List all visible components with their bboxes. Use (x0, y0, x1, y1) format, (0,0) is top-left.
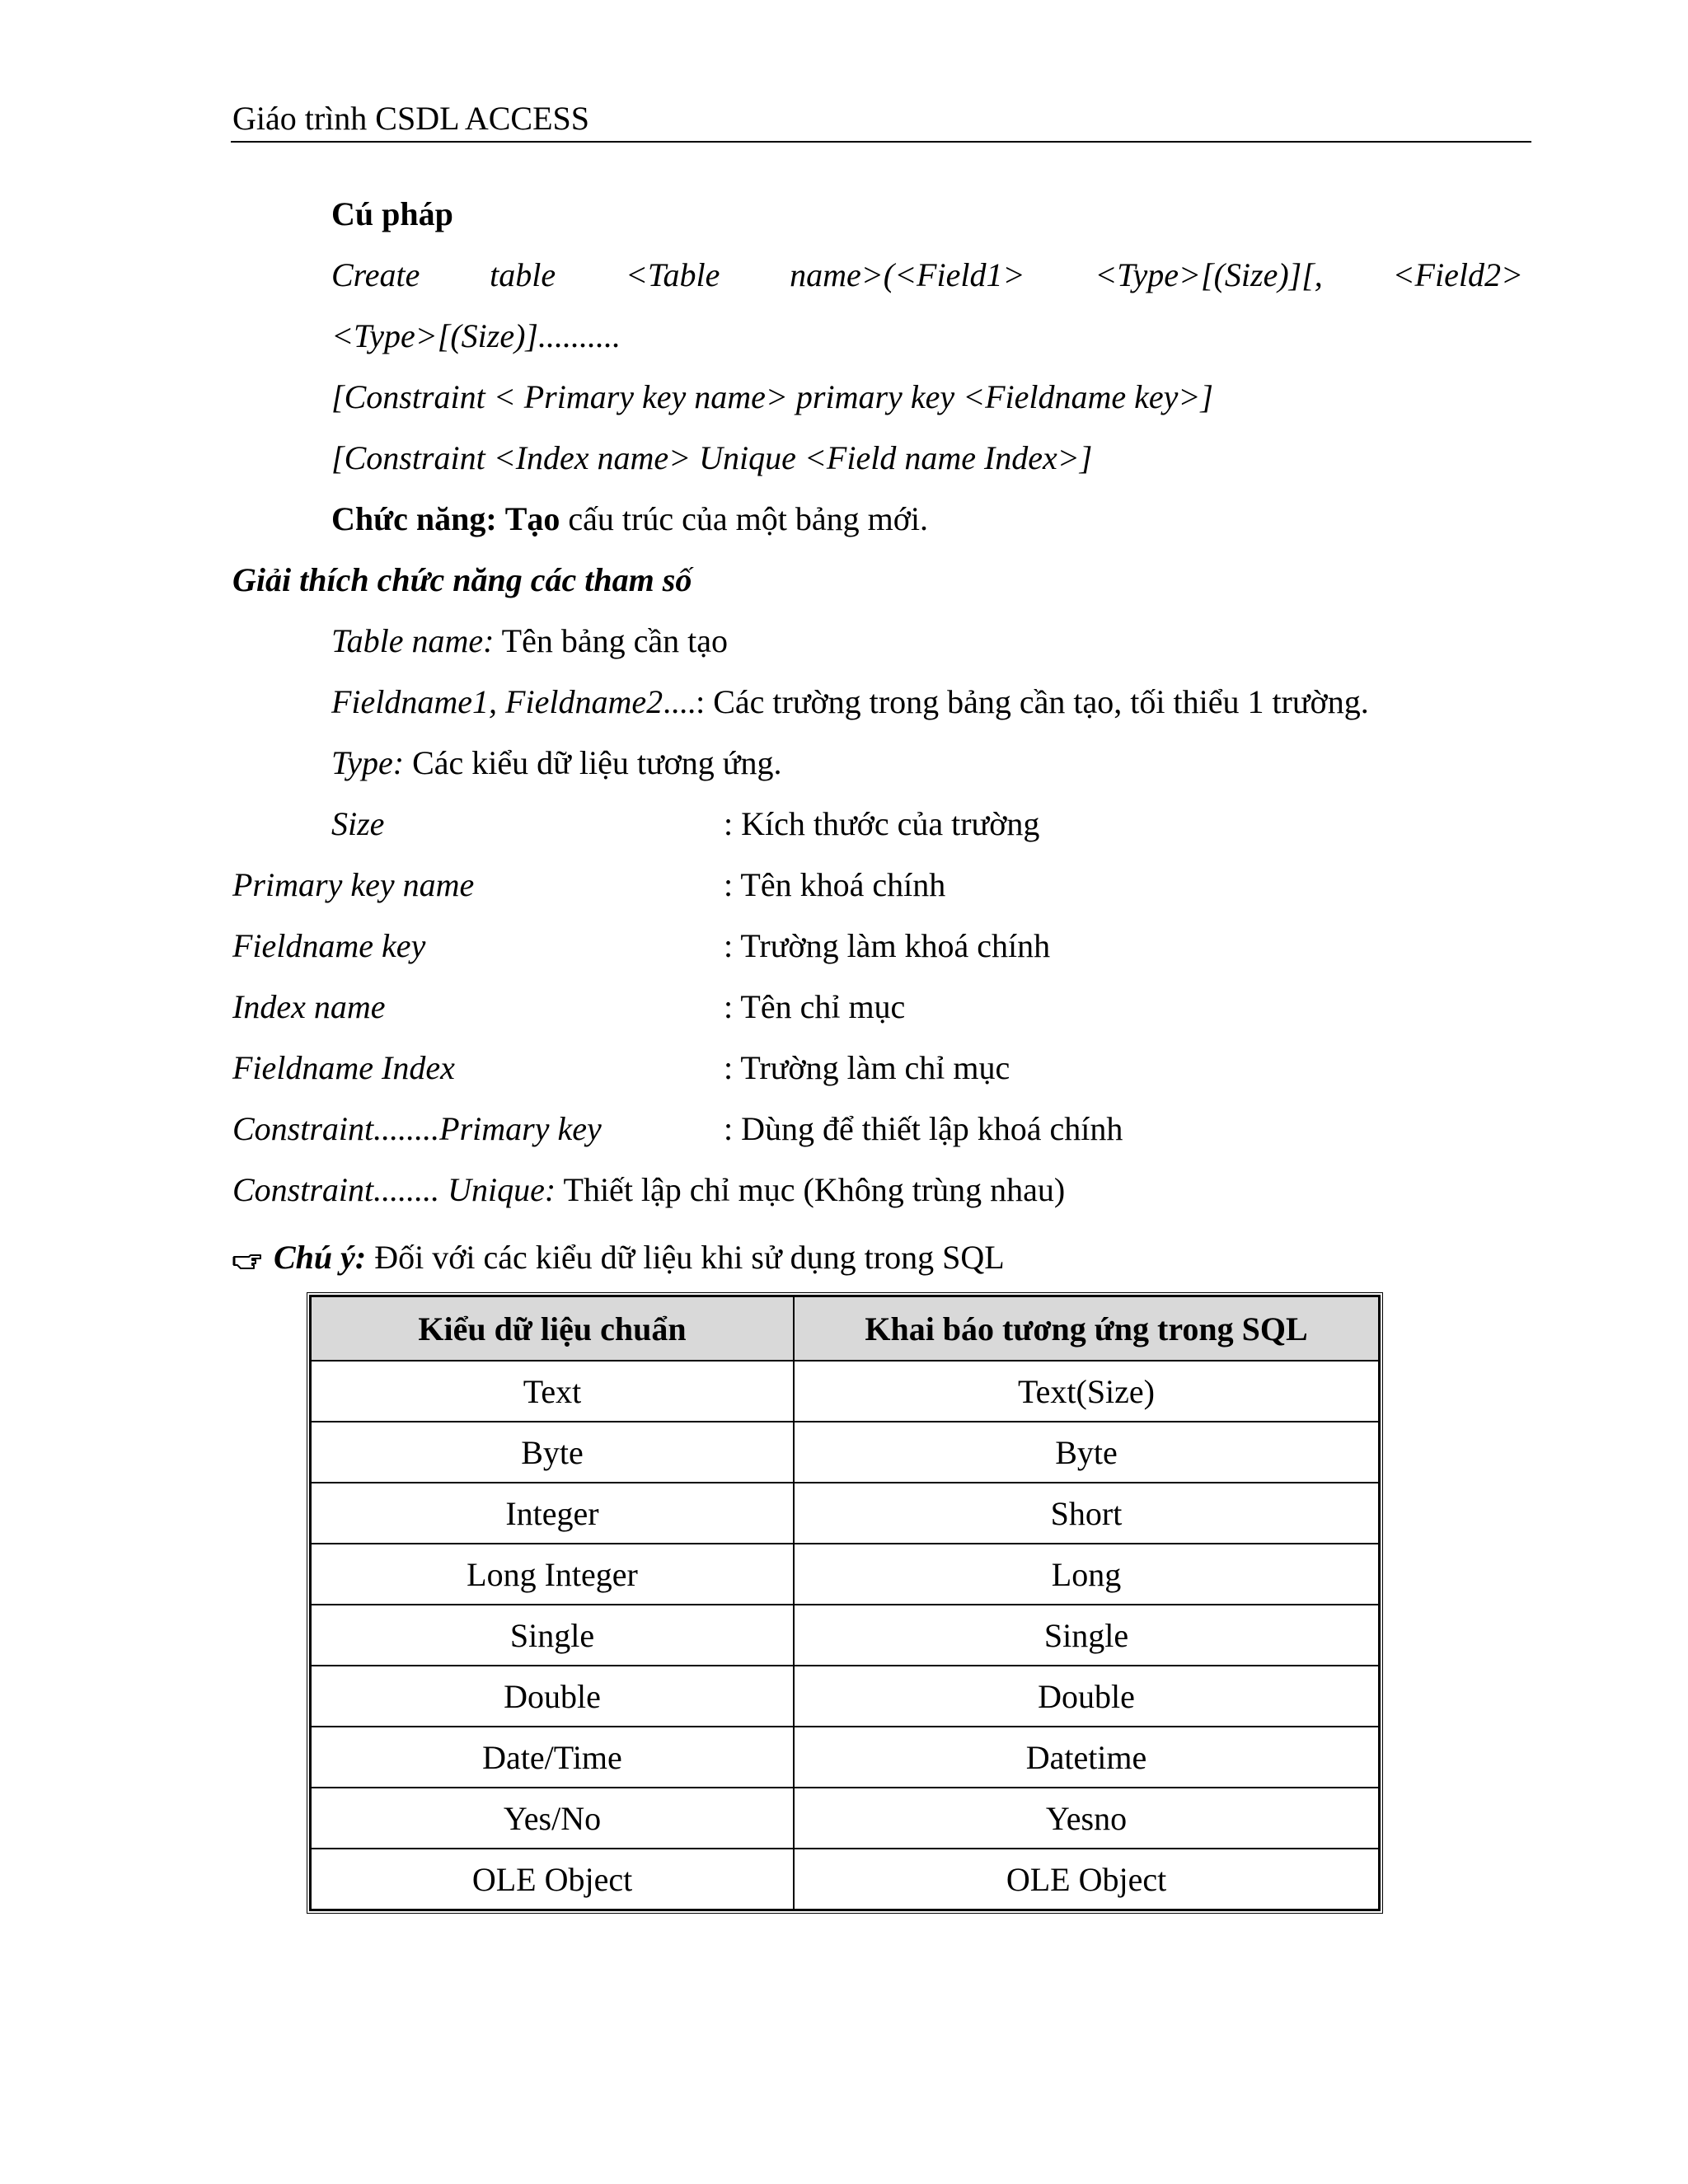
param-label: Primary key name (232, 866, 475, 903)
param-desc: : Tên chỉ mục (724, 988, 906, 1025)
table-row (311, 1483, 1379, 1544)
table-header-row (311, 1296, 1379, 1361)
table-cell: Date/Time (311, 1727, 794, 1788)
table-cell: Single (311, 1605, 794, 1666)
table-row (311, 1361, 1379, 1422)
table-row (311, 1422, 1379, 1483)
syntax-token: Create (331, 256, 420, 293)
syntax-token: <Table (625, 256, 720, 293)
param-desc: : Dùng để thiết lập khoá chính (724, 1110, 1123, 1147)
table-cell: Text(Size) (794, 1361, 1379, 1422)
unique-line (232, 1169, 1065, 1212)
param-desc: Tên bảng cần tạo (494, 622, 728, 659)
table-row (311, 1666, 1379, 1727)
explanation-heading: Giải thích chức năng các tham số (232, 561, 692, 598)
document-header: Giáo trình CSDL ACCESS (232, 100, 590, 137)
pointing-hand-icon (232, 1236, 265, 1279)
function-line (331, 498, 928, 541)
column-header: Khai báo tương ứng trong SQL (794, 1296, 1379, 1361)
table-row (311, 1788, 1379, 1849)
table-cell: Long Integer (311, 1544, 794, 1605)
data-types-table (307, 1292, 1383, 1914)
table-row (311, 1727, 1379, 1788)
table-cell: Datetime (794, 1727, 1379, 1788)
note-label: Chú ý: (274, 1239, 367, 1276)
param-label: Constraint........ Unique: (232, 1171, 556, 1208)
note-line (232, 1236, 1005, 1279)
function-verb: Tạo (504, 500, 560, 537)
table-cell: Integer (311, 1483, 794, 1544)
table-row (311, 1849, 1379, 1910)
param-label: Table name: (331, 622, 495, 659)
table-cell: Double (311, 1666, 794, 1727)
syntax-token: <Field2> (1392, 256, 1523, 293)
syntax-token: table (490, 256, 556, 293)
table-cell: Single (794, 1605, 1379, 1666)
syntax-token: <Type>[(Size)][, (1095, 256, 1323, 293)
param-label: Type: (331, 744, 405, 781)
syntax-line-3: [Constraint < Primary key name> primary key <Fieldname key>] (331, 378, 1213, 415)
header-rule (231, 141, 1531, 143)
param-desc: ....: Các trường trong bảng cần tạo, tối thiểu 1 trường. (663, 683, 1369, 720)
syntax-line-2: <Type>[(Size)].......... (331, 317, 621, 354)
param-desc: : Trường làm khoá chính (724, 927, 1051, 964)
param-label: Constraint........Primary key (232, 1110, 602, 1147)
table-cell: Byte (794, 1422, 1379, 1483)
syntax-line-4: [Constraint <Index name> Unique <Field name Index>] (331, 439, 1093, 476)
syntax-token: name>(<Field1> (790, 256, 1025, 293)
param-label: Fieldname key (232, 927, 426, 964)
table-cell: Long (794, 1544, 1379, 1605)
param-label: Index name (232, 988, 386, 1025)
fieldname-line (331, 681, 1369, 724)
table-row (311, 1605, 1379, 1666)
table-name-line (331, 620, 728, 663)
param-label: Fieldname1, Fieldname2 (331, 683, 663, 720)
table-row (311, 1544, 1379, 1605)
table-cell: Byte (311, 1422, 794, 1483)
param-label: Size (331, 805, 385, 842)
column-header: Kiểu dữ liệu chuẩn (311, 1296, 794, 1361)
param-desc: : Trường làm chỉ mục (724, 1049, 1010, 1086)
table-cell: Yesno (794, 1788, 1379, 1849)
function-text: cấu trúc của một bảng mới. (560, 500, 928, 537)
param-label: Fieldname Index (232, 1049, 455, 1086)
syntax-line-1 (331, 254, 1523, 297)
param-desc: Thiết lập chỉ mục (Không trùng nhau) (556, 1171, 1066, 1208)
param-desc: Các kiểu dữ liệu tương ứng. (404, 744, 782, 781)
syntax-heading: Cú pháp (331, 195, 453, 232)
note-text: Đối với các kiểu dữ liệu khi sử dụng trong SQL (366, 1239, 1005, 1276)
table-cell: OLE Object (794, 1849, 1379, 1910)
function-label: Chức năng: (331, 500, 497, 537)
param-desc: : Kích thước của trường (724, 805, 1040, 842)
table-cell: Text (311, 1361, 794, 1422)
param-desc: : Tên khoá chính (724, 866, 946, 903)
table-cell: Short (794, 1483, 1379, 1544)
type-line (331, 742, 781, 785)
table-cell: Yes/No (311, 1788, 794, 1849)
table-cell: Double (794, 1666, 1379, 1727)
table-cell: OLE Object (311, 1849, 794, 1910)
